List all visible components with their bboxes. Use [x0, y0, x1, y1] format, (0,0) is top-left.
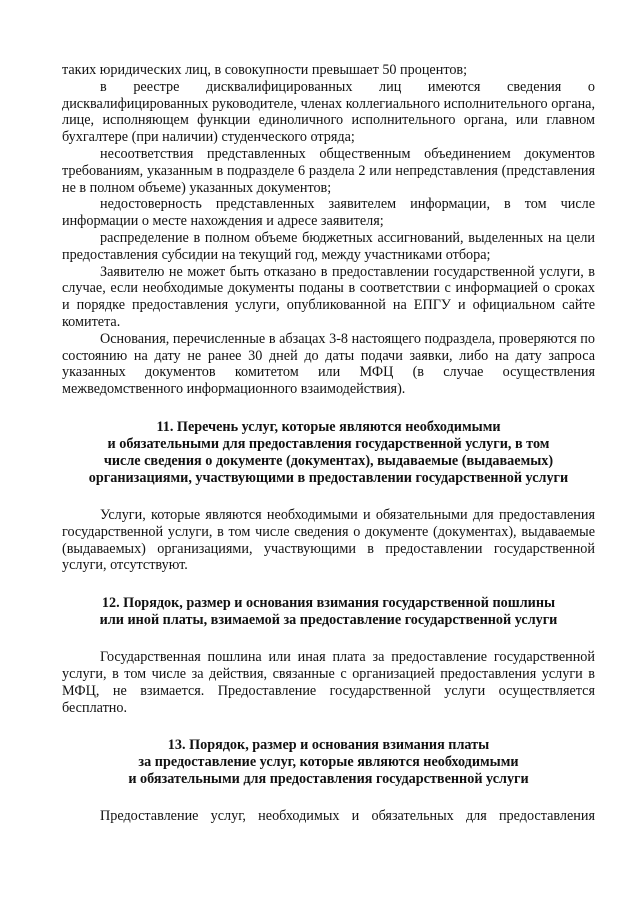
section-11-heading-line: 11. Перечень услуг, которые являются необходимыми	[156, 418, 501, 435]
section-11-heading-line: числе сведения о документе (документах), выдаваемые (выдаваемых)	[103, 452, 554, 469]
section-13-text: Предоставление услуг, необходимых и обязательных для предоставления	[100, 808, 595, 825]
paragraph-disqualified-registry: в реестре дисквалифицированных лиц имеются сведения о дисквалифицированных руководителе, членах коллегиального исполнительного органа, лице, исполняющем функции единоличного исполнительного органа, или главном бухгалтере (при наличии) студенческого отряда;	[62, 78, 595, 146]
section-11-heading	[62, 419, 595, 487]
section-13-heading-line: за предоставление услуг, которые являются необходимыми	[138, 754, 519, 771]
section-12-heading-line: 12. Порядок, размер и основания взимания государственной пошлины	[101, 595, 556, 612]
paragraph-grounds-check: Основания, перечисленные в абзацах 3-8 настоящего подраздела, проверяются по состоянию на дату не ранее 30 дней до даты подачи заявки, либо на дату запроса указанных документов комитетом или МФЦ (в случае осуществления межведомственного информационного взаимодействия).	[62, 330, 595, 398]
section-13-heading-line: 13. Порядок, размер и основания взимания платы	[167, 737, 490, 754]
section-12-heading	[62, 595, 595, 629]
paragraph-budget-distribution: распределение в полном объеме бюджетных ассигнований, выделенных на цели предоставления субсидии на текущий год, между участниками отбора;	[62, 229, 595, 263]
paragraph-unreliable-info: недостоверность представленных заявителем информации, в том числе информации о месте нахождения и адресе заявителя;	[62, 196, 595, 230]
section-11-heading-line: организациями, участвующими в предоставлении государственной услуги	[88, 469, 569, 486]
section-13-heading-line: и обязательными для предоставления государственной услуги	[128, 771, 529, 788]
paragraph-documents-mismatch: несоответствия представленных общественным объединением документов требованиям, указанным в подразделе 6 раздела 2 или непредставления (представления не в полном объеме) указанных документов;	[62, 145, 595, 196]
section-12-text: Государственная пошлина или иная плата за предоставление государственной услуги, в том числе за действия, связанные с организацией предоставления услуги в МФЦ, не взимается. Предоставление государственной услуги осуществляется бесплатно.	[62, 649, 595, 716]
section-11-heading-line: и обязательными для предоставления государственной услуги, в том	[107, 435, 550, 452]
paragraph-legal-entities-share: таких юридических лиц, в совокупности превышает 50 процентов;	[62, 62, 468, 78]
section-13-heading	[62, 737, 595, 788]
section-11-text: Услуги, которые являются необходимыми и обязательными для предоставления государственной услуги, в том числе сведения о документе (документах), выдаваемые (выдаваемых) организациями, участвующими в предоставлении государственной услуги, отсутствуют.	[62, 506, 595, 574]
paragraph-no-refusal: Заявителю не может быть отказано в предоставлении государственной услуги, в случае, если необходимые документы поданы в соответствии с информацией о сроках и порядке предоставления услуги, опубликованной на ЕПГУ и официальном сайте комитета.	[62, 263, 595, 330]
section-12-heading-line: или иной платы, взимаемой за предоставление государственной услуги	[99, 612, 558, 629]
